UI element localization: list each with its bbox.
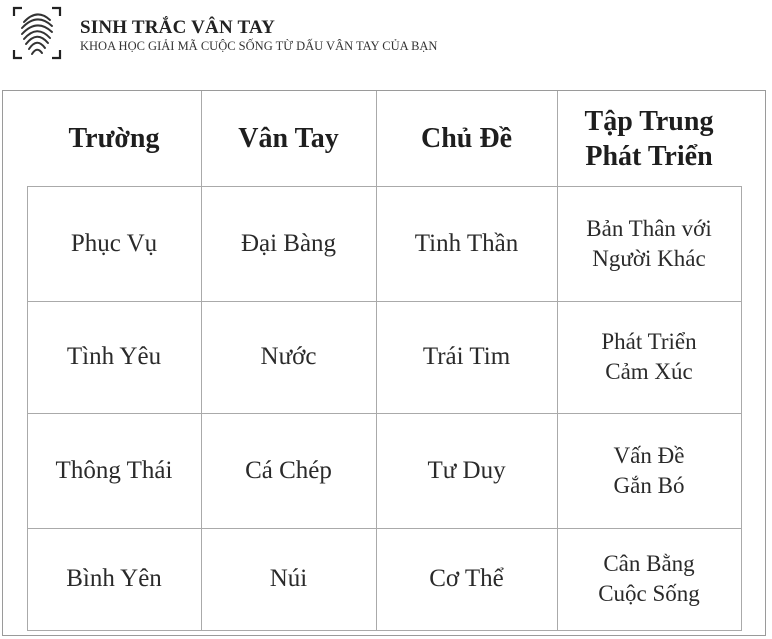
grid-border bbox=[741, 186, 742, 630]
brand-title: SINH TRẮC VÂN TAY bbox=[80, 17, 276, 38]
table-cell: Vấn Đề Gắn Bó bbox=[613, 442, 685, 498]
table-cell: Đại Bàng bbox=[240, 229, 337, 257]
table-cell: Tình Yêu bbox=[66, 343, 162, 371]
table-cell: Nước bbox=[260, 343, 317, 371]
header-van-tay: Vân Tay bbox=[238, 123, 339, 154]
row-divider bbox=[27, 630, 742, 631]
column-divider bbox=[557, 91, 558, 630]
table-cell: Tư Duy bbox=[427, 456, 506, 484]
table-cell: Cơ Thể bbox=[429, 565, 504, 593]
table-cell: Cân Bằng Cuộc Sống bbox=[598, 551, 700, 606]
header-tap-trung-phat-trien: Tập Trung Phát Triển bbox=[584, 105, 714, 172]
table-cell: Bình Yên bbox=[66, 565, 162, 593]
table-cell: Phát Triển Cảm Xúc bbox=[601, 329, 697, 384]
table-cell: Trái Tim bbox=[422, 343, 511, 371]
table-cell: Cá Chép bbox=[245, 456, 332, 484]
header-truong: Trường bbox=[68, 123, 160, 154]
table-cell: Núi bbox=[269, 565, 308, 593]
table-cell: Bản Thân với Người Khác bbox=[586, 215, 712, 271]
table-cell: Tinh Thần bbox=[414, 229, 519, 257]
table-cell: Phục Vụ bbox=[70, 229, 158, 257]
brand-subtitle: KHOA HỌC GIẢI MÃ CUỘC SỐNG TỪ DẤU VÂN TAY CỦA BẠN bbox=[80, 39, 438, 53]
table-cell: Thông Thái bbox=[55, 456, 173, 484]
fingerprint-logo-icon bbox=[4, 2, 70, 64]
header-chu-de: Chủ Đề bbox=[420, 123, 512, 154]
